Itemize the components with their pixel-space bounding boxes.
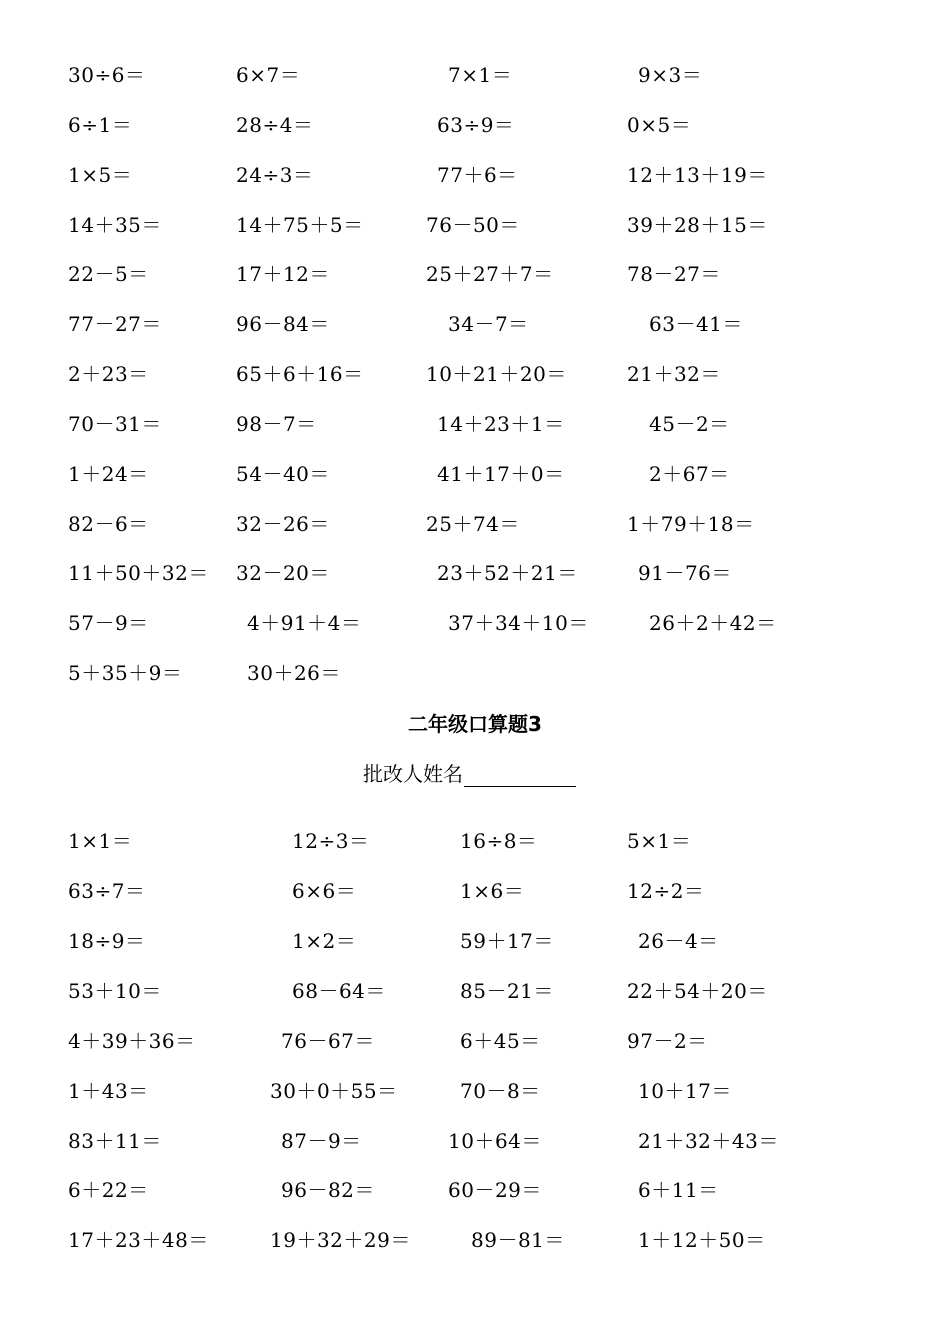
section1-problem: 1＋24＝ [68, 462, 149, 486]
section1-problem: 7×1＝ [448, 63, 513, 87]
section2-problem: 6＋11＝ [638, 1178, 719, 1202]
section1-problem: 70－31＝ [68, 412, 162, 436]
section2-problem: 76－67＝ [281, 1029, 375, 1053]
section1-problem: 54－40＝ [236, 462, 330, 486]
section2-problem: 1×6＝ [460, 879, 525, 903]
section2-problem: 5×1＝ [627, 829, 692, 853]
section2-problem: 16÷8＝ [460, 829, 538, 853]
grader-name-blank[interactable] [464, 764, 576, 787]
section1-problem: 4＋91＋4＝ [247, 611, 362, 635]
section1-problem: 10＋21＋20＝ [426, 362, 567, 386]
section2-problem: 10＋64＝ [448, 1129, 542, 1153]
section2-problem: 19＋32＋29＝ [270, 1228, 411, 1252]
section1-problem: 77＋6＝ [437, 163, 518, 187]
section1-problem: 12＋13＋19＝ [627, 163, 768, 187]
section1-problem: 96－84＝ [236, 312, 330, 336]
section1-problem: 14＋23＋1＝ [437, 412, 565, 436]
worksheet-title: 二年级口算题3 [408, 712, 542, 736]
section1-problem: 57－9＝ [68, 611, 149, 635]
grader-label: 批改人姓名 [363, 762, 463, 786]
section2-problem: 96－82＝ [281, 1178, 375, 1202]
section2-problem: 1＋43＝ [68, 1079, 149, 1103]
section2-problem: 26－4＝ [638, 929, 719, 953]
section2-problem: 12÷3＝ [292, 829, 370, 853]
section1-problem: 91－76＝ [638, 561, 732, 585]
grader-name-line [363, 761, 576, 787]
section1-problem: 45－2＝ [649, 412, 730, 436]
section1-problem: 82－6＝ [68, 512, 149, 536]
section2-problem: 12÷2＝ [627, 879, 705, 903]
section2-problem: 30＋0＋55＝ [270, 1079, 398, 1103]
section1-problem: 24÷3＝ [236, 163, 314, 187]
section2-problem: 22＋54＋20＝ [627, 979, 768, 1003]
section2-problem: 85－21＝ [460, 979, 554, 1003]
section1-problem: 1×5＝ [68, 163, 133, 187]
section2-problem: 53＋10＝ [68, 979, 162, 1003]
section2-problem: 4＋39＋36＝ [68, 1029, 196, 1053]
section1-problem: 37＋34＋10＝ [448, 611, 589, 635]
section1-problem: 98－7＝ [236, 412, 317, 436]
section1-problem: 25＋74＝ [426, 512, 520, 536]
section2-problem: 63÷7＝ [68, 879, 146, 903]
section2-problem: 60－29＝ [448, 1178, 542, 1202]
section2-problem: 10＋17＝ [638, 1079, 732, 1103]
section1-problem: 34－7＝ [448, 312, 529, 336]
section2-problem: 97－2＝ [627, 1029, 708, 1053]
section1-problem: 2＋67＝ [649, 462, 730, 486]
section2-problem: 89－81＝ [471, 1228, 565, 1252]
section1-problem: 30÷6＝ [68, 63, 146, 87]
section1-problem: 23＋52＋21＝ [437, 561, 578, 585]
section1-problem: 22－5＝ [68, 262, 149, 286]
section1-problem: 14＋75＋5＝ [236, 213, 364, 237]
section1-problem: 63÷9＝ [437, 113, 515, 137]
section1-problem: 6÷1＝ [68, 113, 133, 137]
section1-problem: 63－41＝ [649, 312, 743, 336]
section1-problem: 41＋17＋0＝ [437, 462, 565, 486]
section2-problem: 6×6＝ [292, 879, 357, 903]
section1-problem: 77－27＝ [68, 312, 162, 336]
section1-problem: 25＋27＋7＝ [426, 262, 554, 286]
section2-problem: 6＋45＝ [460, 1029, 541, 1053]
section1-problem: 30＋26＝ [247, 661, 341, 685]
section2-problem: 17＋23＋48＝ [68, 1228, 209, 1252]
section1-problem: 78－27＝ [627, 262, 721, 286]
section1-problem: 11＋50＋32＝ [68, 561, 209, 585]
section1-problem: 21＋32＝ [627, 362, 721, 386]
section2-problem: 1×1＝ [68, 829, 133, 853]
section1-problem: 32－26＝ [236, 512, 330, 536]
section1-problem: 14＋35＝ [68, 213, 162, 237]
section2-problem: 59＋17＝ [460, 929, 554, 953]
section2-problem: 87－9＝ [281, 1129, 362, 1153]
section2-problem: 21＋32＋43＝ [638, 1129, 779, 1153]
section1-problem: 1＋79＋18＝ [627, 512, 755, 536]
section1-problem: 65＋6＋16＝ [236, 362, 364, 386]
section1-problem: 0×5＝ [627, 113, 692, 137]
section1-problem: 9×3＝ [638, 63, 703, 87]
section1-problem: 39＋28＋15＝ [627, 213, 768, 237]
section2-problem: 68－64＝ [292, 979, 386, 1003]
section2-problem: 1＋12＋50＝ [638, 1228, 766, 1252]
section1-problem: 32－20＝ [236, 561, 330, 585]
section1-problem: 26＋2＋42＝ [649, 611, 777, 635]
section1-problem: 76－50＝ [426, 213, 520, 237]
section1-problem: 2＋23＝ [68, 362, 149, 386]
section1-problem: 6×7＝ [236, 63, 301, 87]
section2-problem: 83＋11＝ [68, 1129, 162, 1153]
section2-problem: 6＋22＝ [68, 1178, 149, 1202]
section2-problem: 18÷9＝ [68, 929, 146, 953]
section1-problem: 28÷4＝ [236, 113, 314, 137]
section1-problem: 17＋12＝ [236, 262, 330, 286]
section2-problem: 70－8＝ [460, 1079, 541, 1103]
section2-problem: 1×2＝ [292, 929, 357, 953]
section1-problem: 5＋35＋9＝ [68, 661, 183, 685]
